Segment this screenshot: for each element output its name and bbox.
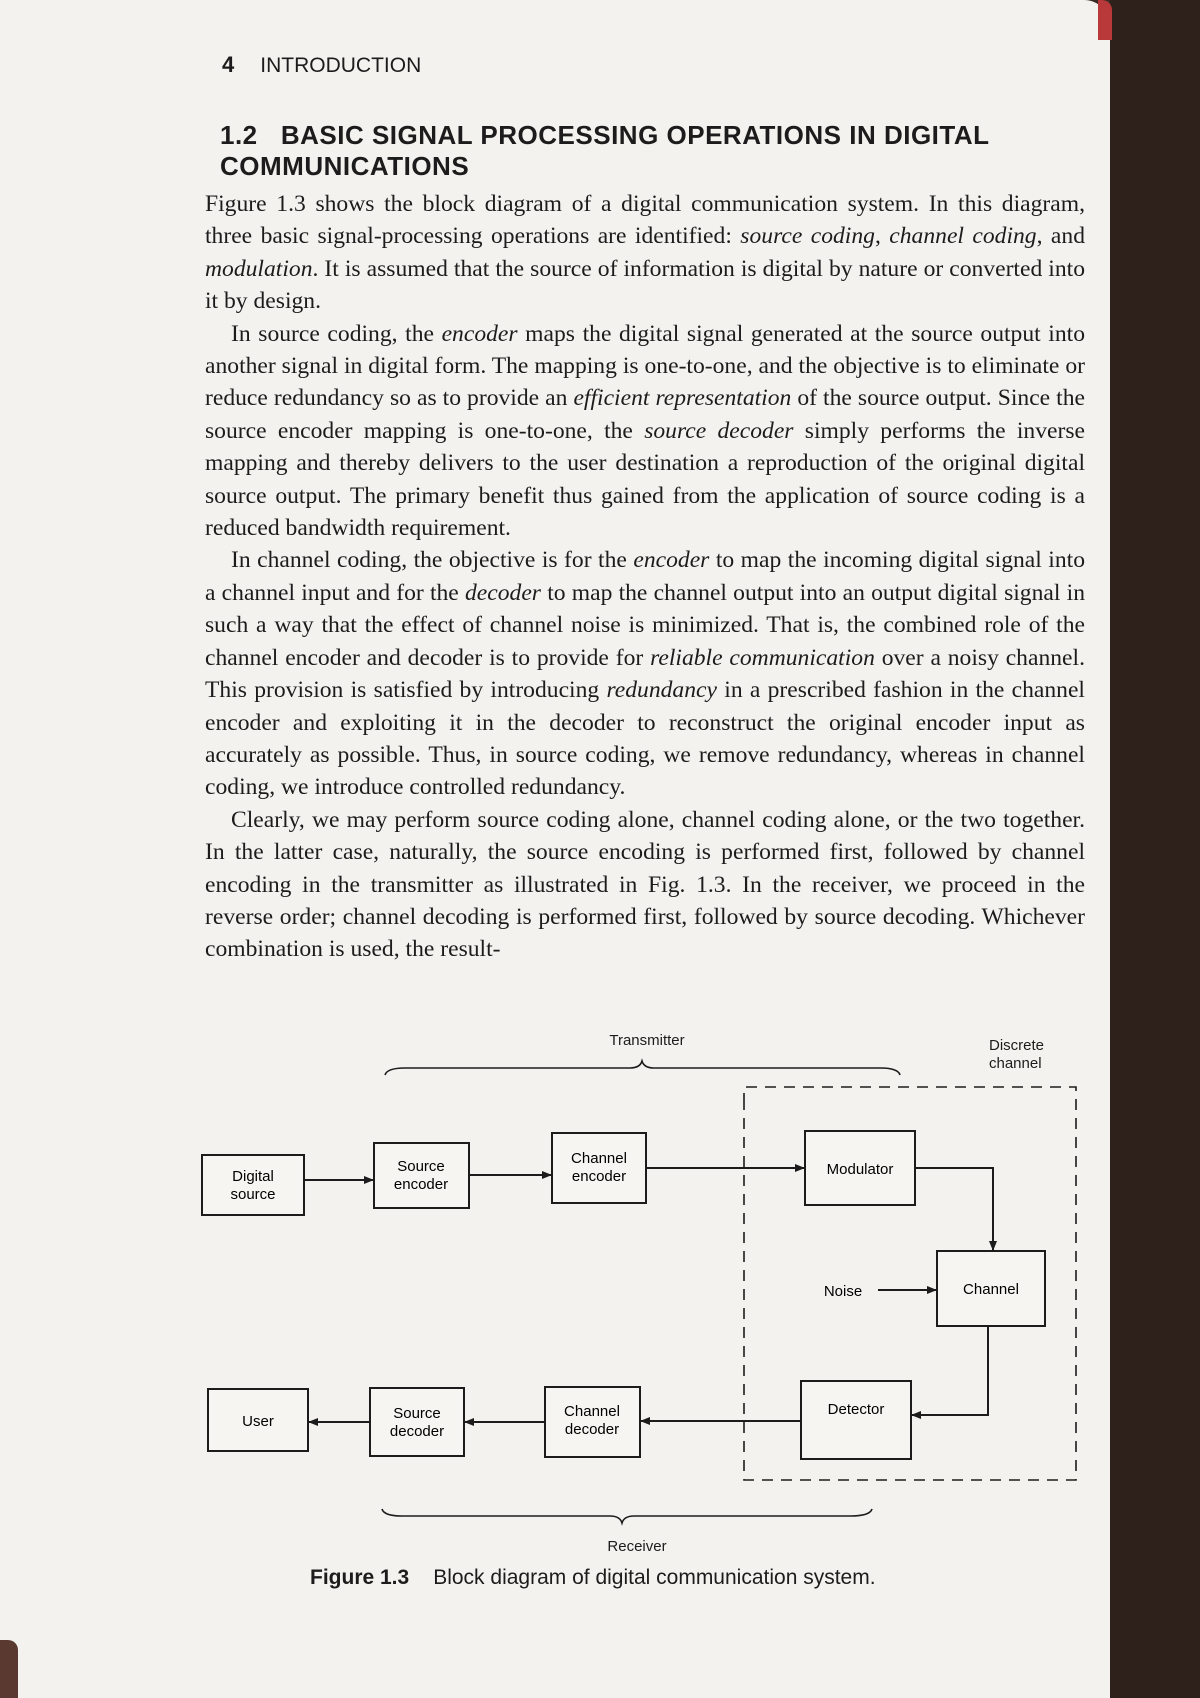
channel-decoder-line1: Channel <box>564 1403 620 1420</box>
block-channel-encoder <box>552 1133 646 1203</box>
channel-decoder-line2: decoder <box>564 1421 620 1438</box>
transmitter-brace <box>385 1061 900 1075</box>
emphasized-term: efficient representation <box>573 385 792 412</box>
channel-encoder-line2: encoder <box>571 1168 627 1185</box>
detector-label: Detector <box>827 1401 885 1418</box>
figure-caption-label: Figure 1.3 <box>310 1566 410 1589</box>
block-source-encoder <box>374 1143 469 1208</box>
emphasized-term: channel coding <box>889 223 1037 250</box>
text-run: to map the incoming digital signal into a channel input and for the <box>205 547 1085 606</box>
user-label: User <box>242 1413 274 1430</box>
figure-block-diagram <box>190 1025 1090 1570</box>
block-source-decoder <box>370 1388 464 1456</box>
text-run: Figure 1.3 shows the block diagram of a digital communication system. In this diagram, three basic signal-processing operations are identified: <box>205 191 1085 250</box>
section-title: BASIC SIGNAL PROCESSING OPERATIONS IN DIGITAL COMMUNICATIONS <box>220 120 990 181</box>
page-edge-background <box>1110 0 1200 1698</box>
paragraph <box>205 318 1085 545</box>
text-run: in a prescribed fashion in the channel encoder and exploiting it in the decoder to reconstruct the original encoder input as accurately as possible. Thus, in source coding, we remove redundancy, whereas in channel coding, we introduce controlled redundancy. <box>205 677 1085 801</box>
section-number: 1.2 <box>220 120 258 150</box>
body-text <box>205 188 1085 966</box>
block-channel <box>937 1251 1045 1326</box>
emphasized-term: source coding <box>740 223 875 250</box>
noise-label: Noise <box>823 1283 863 1300</box>
emphasized-term: redundancy <box>606 677 717 704</box>
text-run: In channel coding, the objective is for the <box>231 547 634 574</box>
emphasized-term: encoder <box>441 320 518 347</box>
paragraph <box>205 188 1085 318</box>
modulator-label: Modulator <box>826 1161 894 1178</box>
text-run: over a noisy channel. This provision is satisfied by introducing <box>205 644 1085 704</box>
source-decoder-line2: decoder <box>389 1423 445 1440</box>
emphasized-term: encoder <box>633 547 710 574</box>
block-digital-source <box>202 1155 304 1215</box>
block-detector <box>801 1381 911 1459</box>
text-run: maps the digital signal generated at the source output into another signal in digital form. The mapping is one-to-one, and the objective is to eliminate or reduce redundancy so as to provide an <box>205 320 1085 412</box>
page-tab <box>1098 0 1112 40</box>
emphasized-term: reliable communication <box>650 644 875 671</box>
receiver-brace <box>382 1509 872 1523</box>
digital-source-line2: source <box>230 1186 276 1203</box>
channel-label: Channel <box>963 1281 1019 1298</box>
text-run: Clearly, we may perform source coding alone, channel coding alone, or the two together. In the latter case, naturally, the source encoding is performed first, followed by channel encoding in the transmitter as illustrated in Fig. 1.3. In the receiver, we proceed in the reverse order; channel decoding is performed first, followed by source decoding. Whichever combination is used, the result- <box>205 806 1085 963</box>
receiver-label: Receiver <box>607 1538 667 1555</box>
figure-caption-text: Block diagram of digital communication system. <box>433 1566 876 1589</box>
source-decoder-line1: Source <box>393 1405 441 1422</box>
page-number: 4 <box>222 52 235 77</box>
emphasized-term: decoder <box>464 579 541 606</box>
paragraph <box>205 804 1085 966</box>
arrow-channel-to-detector <box>912 1326 988 1415</box>
digital-source-line1: Digital <box>232 1168 274 1185</box>
text-run: , <box>874 223 890 250</box>
paragraph <box>205 544 1085 803</box>
source-encoder-line2: encoder <box>393 1176 449 1193</box>
chapter-title: INTRODUCTION <box>260 54 422 77</box>
figure-caption <box>310 1566 876 1590</box>
block-diagram-svg <box>190 1025 1090 1565</box>
block-channel-decoder <box>545 1387 640 1457</box>
emphasized-term: modulation <box>205 255 313 282</box>
channel-encoder-line1: Channel <box>571 1150 627 1167</box>
source-encoder-line1: Source <box>397 1158 445 1175</box>
block-user <box>208 1389 308 1451</box>
running-head <box>222 52 421 78</box>
emphasized-term: source decoder <box>644 417 794 444</box>
arrow-modulator-to-channel <box>915 1168 993 1250</box>
text-run: In source coding, the <box>231 320 442 347</box>
transmitter-label: Transmitter <box>609 1032 685 1049</box>
block-modulator <box>805 1131 915 1205</box>
text-run: , and <box>1036 223 1085 250</box>
page-corner-mark <box>0 1640 18 1698</box>
text-run: to map the channel output into an output digital signal in such a way that the effect of channel noise is minimized. That is, the combined role of the channel encoder and decoder is to provide for <box>205 579 1085 671</box>
discrete-channel-label-line1: Discrete <box>989 1037 1045 1054</box>
text-run: . It is assumed that the source of information is digital by nature or converted into it by design. <box>205 255 1085 315</box>
text-run: of the source output. Since the source encoder mapping is one-to-one, the <box>205 385 1086 444</box>
section-heading <box>220 120 1040 182</box>
discrete-channel-label <box>989 1037 1048 1072</box>
text-run: simply performs the inverse mapping and thereby delivers to the user destination a reproduction of the original digital source output. The primary benefit thus gained from the application of source coding is a reduced bandwidth requirement. <box>205 417 1086 542</box>
discrete-channel-label-line2: channel <box>989 1055 1042 1072</box>
